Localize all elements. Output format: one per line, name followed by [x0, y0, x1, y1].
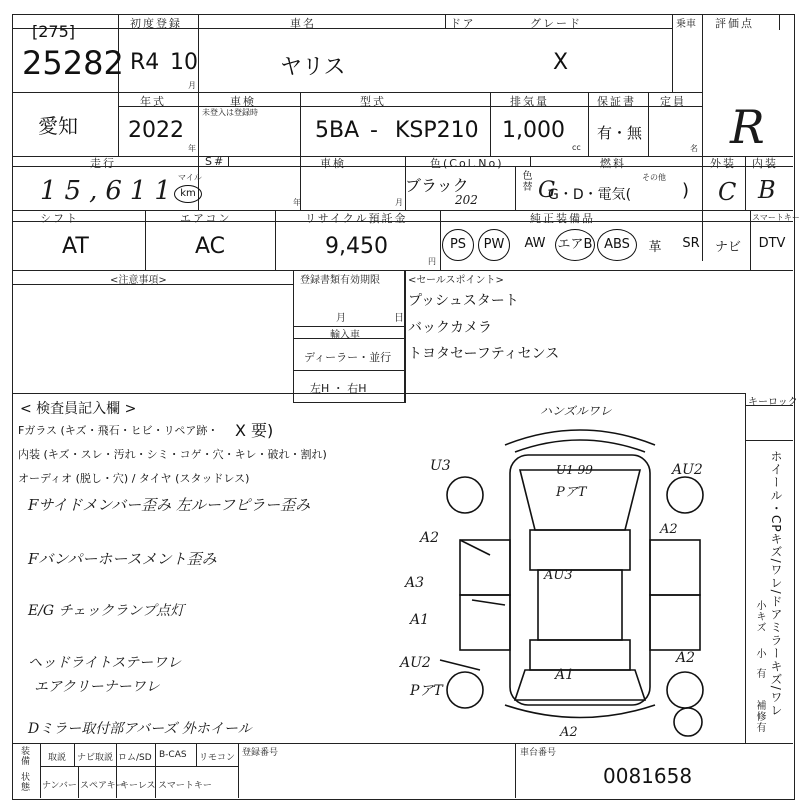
- mark-2: U3: [430, 458, 451, 474]
- footer-item-8: キーレス: [120, 781, 156, 791]
- region: 愛知: [38, 114, 78, 138]
- trunk: [515, 670, 645, 700]
- exterior-label: 外装: [710, 157, 736, 170]
- seats-label: 乗車: [676, 19, 696, 30]
- mark-8: A1: [410, 612, 430, 628]
- fuel-mark: G: [538, 178, 556, 203]
- grade-label: グレード: [530, 17, 582, 30]
- footer-item-3: ロム/SD: [118, 753, 152, 763]
- equipment-label: 純正装備品: [530, 212, 595, 225]
- recycle-fee-label: リサイクル預託金: [305, 212, 408, 225]
- handwritten-5: エアクリーナーワレ: [34, 679, 160, 695]
- import-label: 輸入車: [330, 330, 360, 341]
- side-note-small-3: 有: [754, 668, 765, 679]
- unregistered-note: 未登入は登録時: [202, 108, 258, 117]
- warranty: 有・無: [597, 124, 643, 142]
- interior-label: 内装: [752, 157, 778, 170]
- recycle-label: S#: [205, 155, 226, 168]
- side-note: ホイール・CPキズ/ワレ/ドアミラーキズ/ワレ: [769, 450, 783, 717]
- inspection-label: 車検: [230, 95, 256, 108]
- windshield-line: Fガラス (キズ・飛石・ヒビ・リペア跡・: [18, 424, 219, 437]
- sales-point-2: バックカメラ: [408, 320, 492, 336]
- capacity-unit: 名: [690, 144, 698, 153]
- color-no: 202: [455, 193, 478, 207]
- insp-year-unit: 年: [293, 198, 301, 207]
- mark-3: U1 99: [556, 463, 593, 477]
- equip-pw: PW: [478, 229, 510, 261]
- car-name-label: 車名: [290, 17, 316, 30]
- first-reg-label: 初度登録: [130, 17, 182, 30]
- rear-window: [530, 640, 630, 670]
- left-rear-door: [460, 595, 510, 650]
- mark-12: A1: [555, 667, 575, 683]
- model-prefix: 5BA: [315, 118, 360, 143]
- score-value: R: [730, 100, 765, 154]
- footer-left-1: 装備: [19, 746, 29, 766]
- insp-month-unit: 月: [395, 198, 403, 207]
- left-front-tire: [447, 477, 483, 513]
- reg-day-unit: 日: [394, 313, 404, 324]
- handwritten-6: Dミラー取付部アバーズ 外ホイール: [28, 721, 252, 737]
- year-unit: 年: [188, 144, 196, 153]
- shift: AT: [62, 234, 89, 259]
- interior-value: B: [758, 176, 776, 204]
- grade: X: [553, 50, 569, 75]
- right-front-door: [650, 540, 700, 595]
- color-label: 色(Col.No): [430, 157, 504, 170]
- notes-label: <注意事項>: [110, 275, 167, 286]
- equip-dtv: DTV: [758, 236, 786, 251]
- displacement: 1,000: [502, 118, 565, 143]
- keylock-label: キーロック: [748, 397, 798, 408]
- score-label: 評価点: [715, 17, 754, 30]
- first-reg-year: R4: [130, 50, 160, 75]
- footer-item-4: B-CAS: [159, 750, 187, 760]
- fuel-other: その他: [642, 173, 666, 182]
- handwritten-1: Fサイドメンバー歪み 左ルーフピラー歪み: [28, 496, 311, 514]
- handwritten-4: ヘッドライトステーワレ: [28, 655, 182, 671]
- inspection-label-2: 車検: [320, 157, 346, 170]
- spare-tire: [674, 708, 702, 736]
- equip-abs: ABS: [597, 229, 637, 261]
- warranty-label: 保証書: [597, 95, 636, 108]
- mark-13: A2: [676, 650, 696, 666]
- right-front-tire: [667, 477, 703, 513]
- windshield: [530, 530, 630, 570]
- first-reg-month: 10: [170, 50, 198, 75]
- fuel-close: ): [682, 180, 690, 201]
- interior-line: 内装 (キズ・スレ・汚れ・シミ・コゲ・穴・キレ・破れ・割れ): [18, 448, 327, 461]
- cc-unit: cc: [572, 143, 581, 152]
- mileage: 15,611: [40, 176, 179, 206]
- equip-navi: ナビ: [714, 240, 741, 255]
- side-note-small-4: 補修有: [754, 700, 765, 733]
- mark-5: AU2: [672, 462, 703, 478]
- chassis-no: 0081658: [603, 764, 693, 788]
- front-bumper: [505, 430, 655, 445]
- sales-label: <セールスポイント>: [408, 275, 504, 286]
- fuel: G・D・電気(: [548, 187, 632, 203]
- mark-11: PアT: [410, 683, 443, 699]
- shift-label: シフト: [40, 212, 79, 225]
- model-dash: -: [370, 118, 378, 143]
- reg-no-label: 登録番号: [242, 748, 279, 758]
- mileage-mile: マイル: [178, 173, 202, 182]
- windshield-line-req: X 要): [235, 421, 274, 440]
- mark-7: A3: [405, 575, 425, 591]
- left-rear-tire: [447, 672, 483, 708]
- mark-4: PアT: [556, 485, 587, 500]
- chassis-label: 車台番号: [520, 748, 557, 758]
- equip-airbag: エアB: [555, 229, 595, 261]
- model-code: KSP210: [395, 118, 479, 143]
- handle-label: 左H ・ 右H: [310, 382, 367, 395]
- reg-deadline-label: 登録書類有効期限: [300, 275, 380, 286]
- equip-ps: PS: [442, 229, 474, 261]
- smartkey-label: スマートキー: [752, 213, 800, 222]
- mark-9: AU3: [544, 568, 573, 583]
- sales-point-3: トヨタセーフティセンス: [408, 346, 560, 362]
- equip-sr: SR: [682, 236, 700, 251]
- model-label: 型式: [360, 95, 386, 108]
- mileage-km: km: [174, 185, 202, 203]
- right-rear-door: [650, 595, 700, 650]
- car-name: ヤリス: [280, 55, 346, 80]
- exterior-value: C: [718, 178, 737, 206]
- model-year-label: 年式: [140, 95, 166, 108]
- mileage-label: 走行: [90, 157, 116, 170]
- color-change-label: 色替: [520, 170, 531, 192]
- reg-month-unit: 月: [336, 313, 346, 324]
- rear-bumper: [505, 705, 655, 718]
- model-year: 2022: [128, 118, 184, 143]
- inspection-title: < 検査員記入欄 >: [20, 401, 137, 417]
- footer-item-6: ナンバー: [42, 781, 77, 791]
- footer-item-1: 取説: [48, 753, 67, 763]
- front-bumper-inner: [515, 440, 645, 452]
- sales-point-1: プッシュスタート: [408, 293, 519, 309]
- doors-label: ドア: [450, 17, 476, 30]
- first-reg-month-unit: 月: [188, 81, 196, 90]
- side-note-small-2: 小: [754, 648, 765, 659]
- aircon-label: エアコン: [180, 212, 232, 225]
- mark-15: A2: [660, 522, 678, 537]
- left-front-door: [460, 540, 510, 595]
- mark-1: ハンズルワレ: [540, 404, 612, 418]
- equip-leather: 革: [648, 240, 662, 255]
- aircon: AC: [195, 234, 226, 259]
- car-diagram: [420, 400, 740, 745]
- equip-aw: AW: [524, 236, 546, 251]
- mark-10: AU2: [400, 655, 431, 671]
- lot-label: [275]: [32, 22, 76, 41]
- footer-item-5: リモコン: [199, 753, 236, 763]
- mark-14: A2: [560, 725, 578, 740]
- footer-item-9: スマートキー: [158, 781, 212, 791]
- fuel-label: 燃料: [600, 157, 626, 170]
- audio-line: オーディオ (脱し・穴) / タイヤ (スタッドレス): [18, 472, 250, 485]
- right-rear-tire: [667, 672, 703, 708]
- capacity-label: 定員: [660, 95, 686, 108]
- side-note-small-1: 小キズ: [754, 600, 765, 633]
- footer-item-2: ナビ取説: [77, 753, 114, 763]
- hood: [520, 470, 640, 530]
- handwritten-2: Fバンパーホースメント歪み: [28, 550, 217, 568]
- footer-left-2: 状態: [19, 772, 29, 792]
- lot-number: 25282: [22, 44, 124, 82]
- handwritten-3: E/G チェックランプ点灯: [28, 603, 185, 619]
- recycle-fee-yen: 円: [428, 257, 436, 266]
- mark-6: A2: [420, 530, 440, 546]
- footer-item-7: スペアキー: [80, 781, 125, 791]
- recycle-fee: 9,450: [325, 234, 388, 259]
- dealer-label: ディーラー・並行: [304, 351, 392, 364]
- color-value: ブラック: [405, 176, 469, 195]
- displacement-label: 排気量: [510, 95, 549, 108]
